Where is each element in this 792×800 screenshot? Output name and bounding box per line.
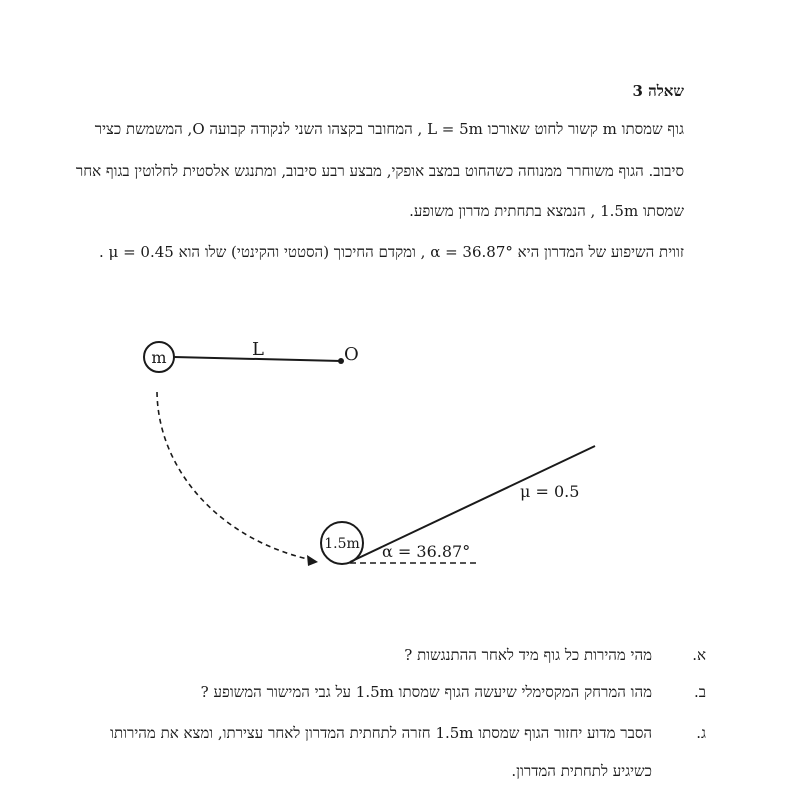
string-length-label: L: [252, 339, 264, 360]
question-c-letter: ג.: [696, 724, 706, 742]
intro-line-3: שמסתו 1.5m , הנמצא בתחתית מדרון משופע.: [409, 202, 684, 220]
question-a-letter: א.: [692, 646, 706, 664]
swing-arrowhead: [307, 555, 318, 566]
question-a-text: מהי מהירות כל גוף מיד לאחר ההתנגשות ?: [404, 646, 652, 664]
friction-label: μ = 0.5: [520, 482, 580, 501]
intro-line-4: זווית השיפוע של המדרון היא α = 36.87° , ומקדם החיכוך (הסטטי והקינטי) שלו הוא μ = 0.45 .: [99, 243, 684, 261]
intro-line-1: גוף שמסתו m קשור לחוט שאורכו L = 5m , המחובר בקצהו השני לנקודה קבועה O, המשמשת כציר: [94, 120, 684, 138]
intro-line-2: סיבוב. הגוף משוחרר ממנוחה כשהחוט במצב אופקי, מבצע רבע סיבוב, ומתנגש אלסטית לחלוטין בגוף אחר: [75, 162, 684, 180]
question-b-text: מהו המרחק המקסימלי שיעשה הגוף שמסתו 1.5m על גבי המישור המשופע ?: [200, 683, 652, 701]
mass-m-label: m: [151, 348, 167, 367]
angle-label: α = 36.87°: [382, 542, 471, 561]
question-c-continued: כשיגיע לתחתית המדרון.: [511, 762, 652, 780]
block-label: 1.5m: [324, 536, 360, 552]
question-title: שאלה 3: [632, 82, 684, 100]
swing-path: [157, 392, 312, 560]
question-c-text: הסבר מדוע יחזור הגוף שמסתו 1.5m חזרה לתחתית המדרון לאחר עצירתו, ומצא את מהירותו: [110, 724, 652, 742]
question-b-letter: ב.: [694, 683, 706, 701]
pivot-label: O: [344, 344, 359, 365]
